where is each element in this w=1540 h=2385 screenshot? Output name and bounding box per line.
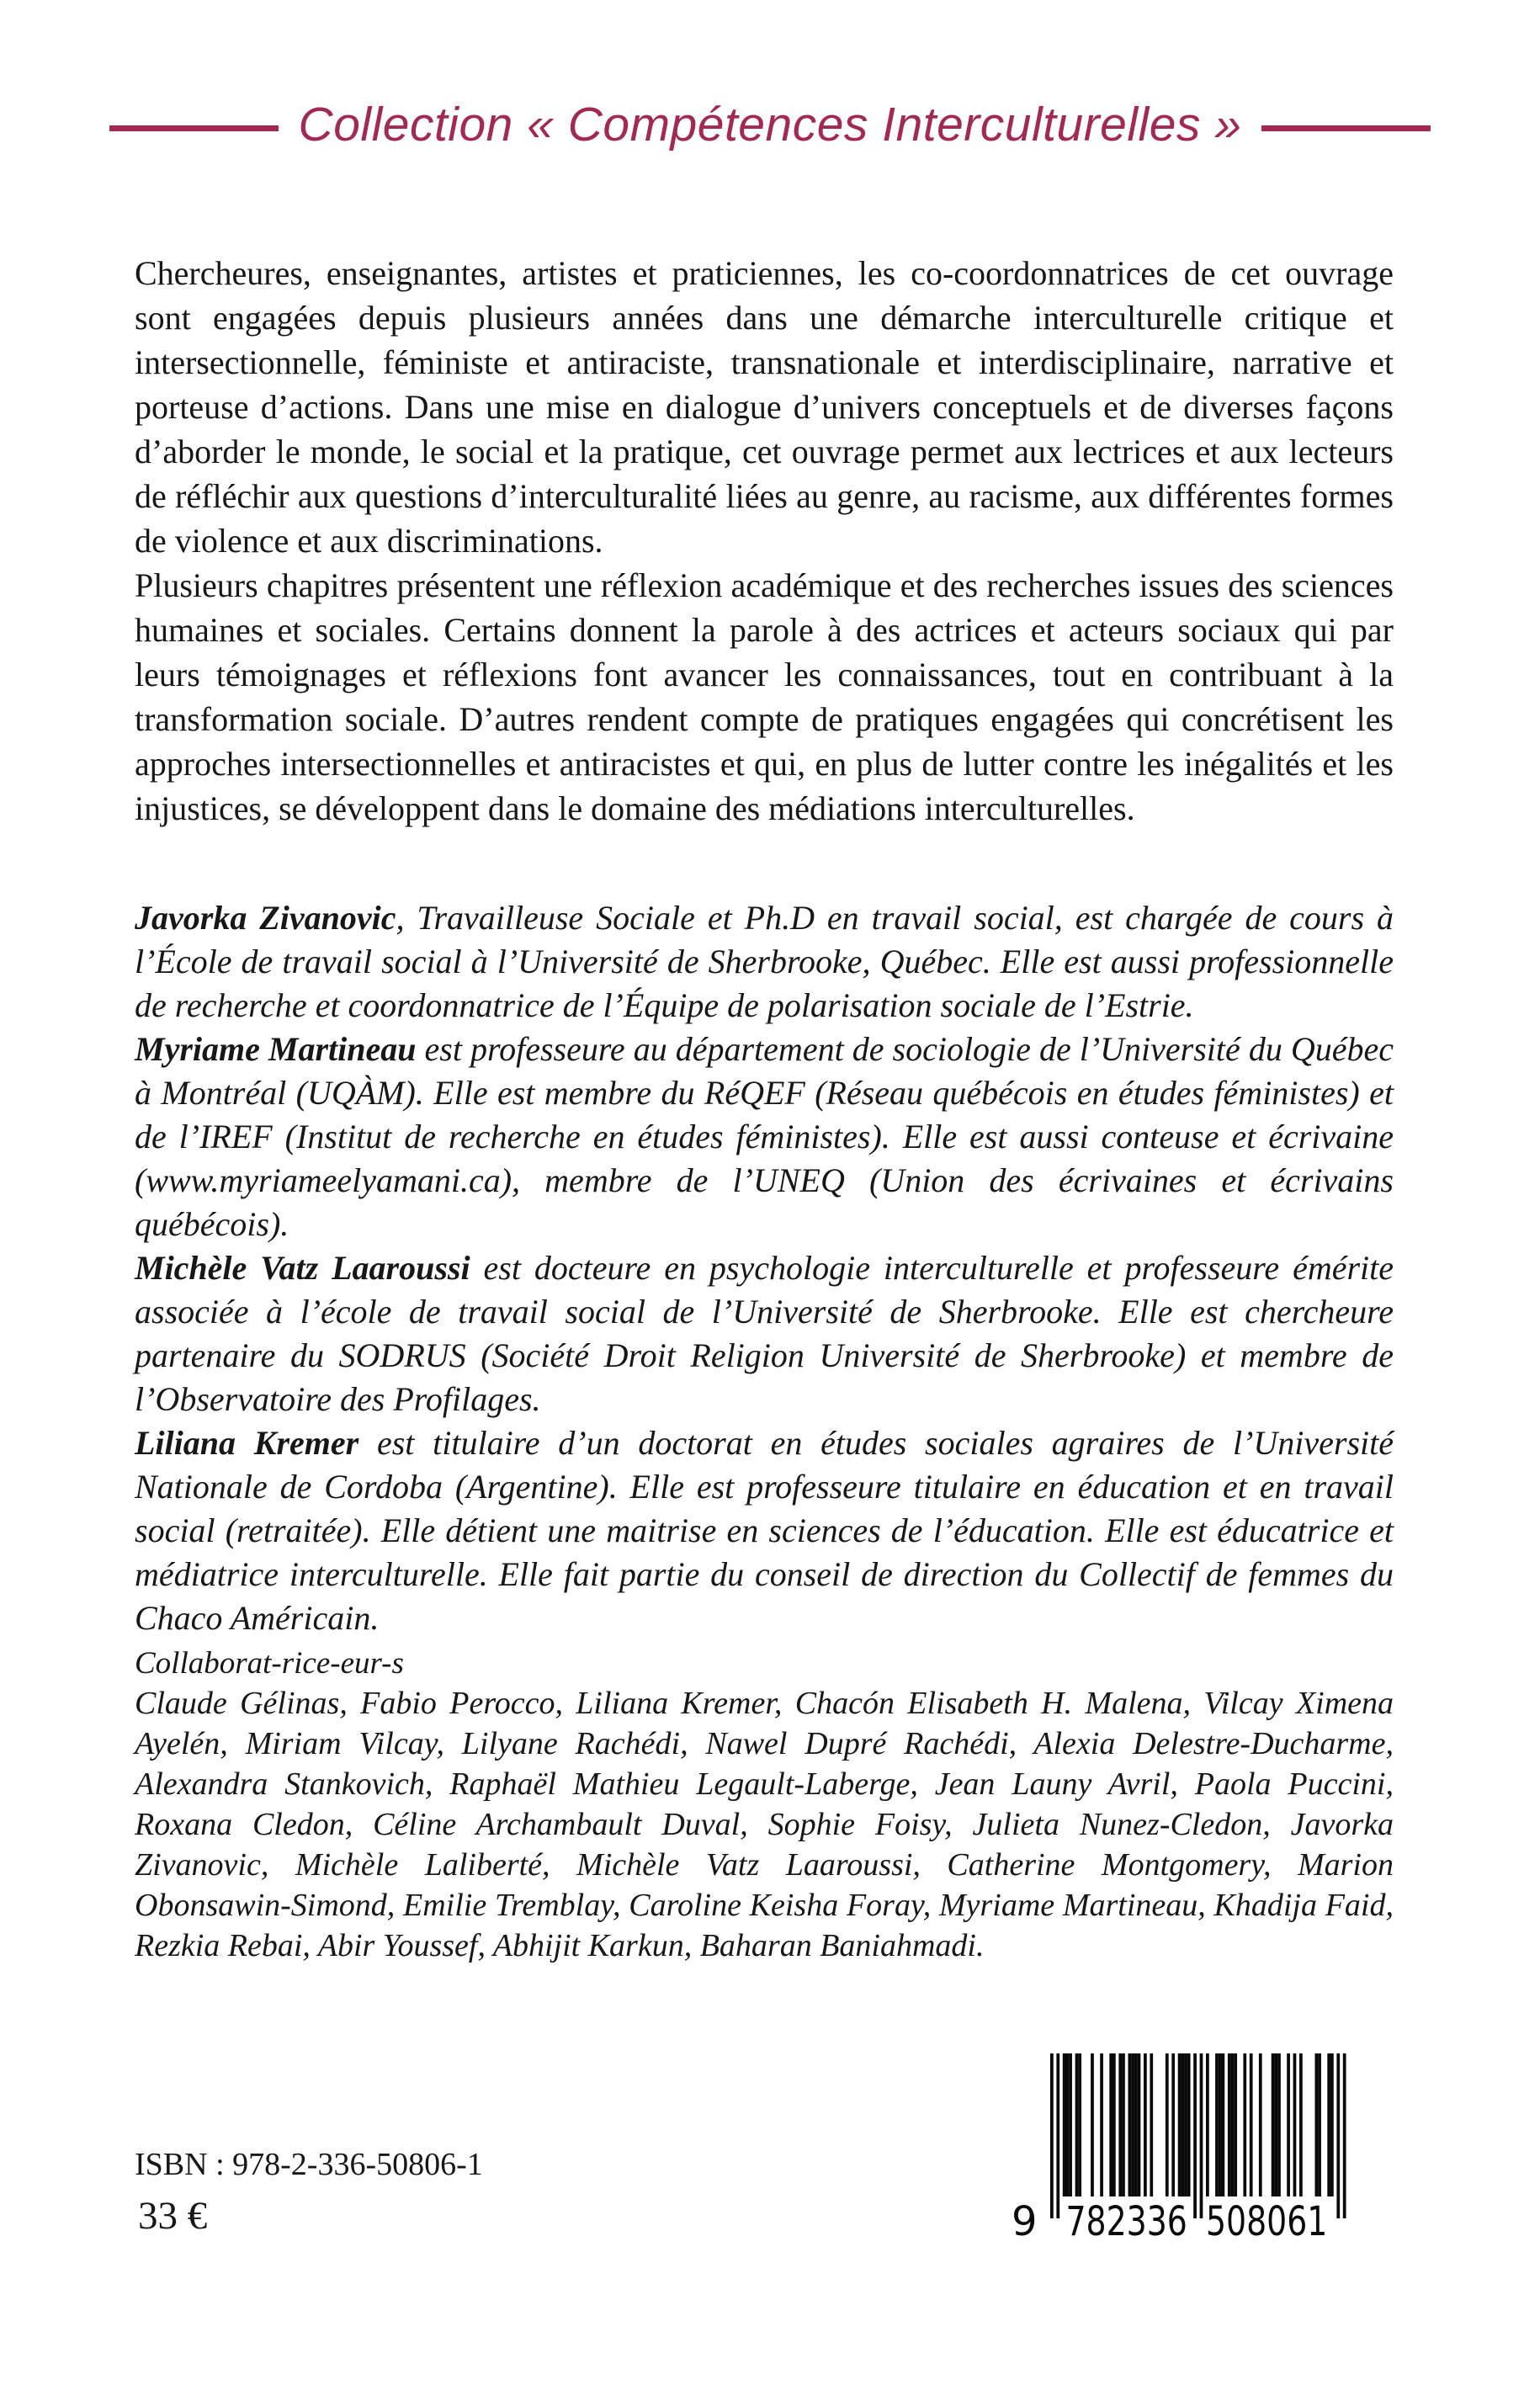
collaborators-names: Claude Gélinas, Fabio Perocco, Liliana Kremer, Chacón Elisabeth H. Malena, Vilcay Ximena Ayelén, Miriam Vilcay, Lilyane Rachédi, Nawel Dupré Rachédi, Alexia Delestre-Ducharme, Alexandra Stankovich, Raphaël Mathieu Legault-Laberge, Jean Launy Avril, Paola Puccini, Roxana Cledon, Céline Archambault Duval, Sophie Foisy, Julieta Nunez-Cledon, Javorka Zivanovic, Michèle Laliberté, Michèle Vatz Laaroussi, Catherine Montgomery, Marion Obonsawin-Simond, Emilie Tremblay, Caroline Keisha Foray, Myriame Martineau, Khadija Faid, Rezkia Rebai, Abir Youssef, Abhijit Karkun, Baharan Baniahmadi. — [135, 1686, 1394, 1963]
synopsis-paragraph-2: Plusieurs chapitres présentent une réflexion académique et des recherches issues des sciences humaines et sociales. Certains donnent la parole à des actrices et acteurs sociaux qui par leurs témoignages et réflexions font avancer les connaissances, tout en contribuant à la transformation sociale. D’autres rendent compte de pratiques engagées qui concrétisent les approches intersectionnelles et antiracistes et qui, en plus de lutter contre les inégalités et les injustices, se développent dans le domaine des médiations interculturelles. — [135, 566, 1394, 827]
author-bios — [135, 896, 1394, 1640]
ean13-svg — [1010, 2053, 1363, 2247]
author-name: Michèle Vatz Laaroussi — [135, 1249, 470, 1287]
svg-text:782336: 782336 — [1065, 2198, 1187, 2245]
svg-text:508061: 508061 — [1206, 2198, 1328, 2245]
isbn: ISBN : 978-2-336-50806-1 — [135, 2147, 483, 2182]
collaborators-heading: Collaborat-rice-eur-s — [135, 1646, 404, 1681]
author-bio-text: , Travailleuse Sociale et Ph.D en travail social, est chargée de cours à l’École de travail social à l’Université de Sherbrooke, Québec. Elle est aussi professionnelle de recherche et coordonnatrice de l’Équipe de polarisation sociale de l’Estrie. — [135, 899, 1394, 1024]
author-bio-text: est titulaire d’un doctorat en études sociales agraires de l’Université Nationale de Cordoba (Argentine). Elle est professeure titulaire en éducation et en travail social (retraitée). Elle détient une maitrise en sciences de l’éducation. Elle est éducatrice et médiatrice interculturelle. Elle fait partie du conseil de direction du Collectif de femmes du Chaco Américain. — [135, 1424, 1394, 1637]
collaborators-section — [135, 1644, 1394, 1966]
back-cover-text — [135, 251, 1394, 1966]
author-name: Javorka Zivanovic — [135, 899, 396, 937]
svg-text:9: 9 — [1012, 2198, 1038, 2245]
price: 33 € — [138, 2194, 208, 2238]
synopsis-paragraph-1: Chercheures, enseignantes, artistes et praticiennes, les co-coordonnatrices de cet ouvrage sont engagées depuis plusieurs années dans une démarche interculturelle critique et intersectionnelle, féministe et antiraciste, transnationale et interdisciplinaire, narrative et porteuse d’actions. Dans une mise en dialogue d’univers conceptuels et de diverses façons d’aborder le monde, le social et la pratique, cet ouvrage permet aux lectrices et aux lecteurs de réfléchir aux questions d’interculturalité liées au genre, au racisme, aux différentes formes de violence et aux discriminations. — [135, 254, 1394, 560]
author-bio-martineau — [135, 1028, 1394, 1246]
author-bio-kremer — [135, 1421, 1394, 1640]
author-name: Liliana Kremer — [135, 1424, 359, 1462]
banner-rule-right — [1261, 125, 1431, 131]
author-bio-text: est professeure au département de sociologie de l’Université du Québec à Montréal (UQÀM). Elle est membre du RéQEF (Réseau québécois en études féministes) et de l’IREF (Institut de recherche en études féministes). Elle est aussi conteuse et écrivaine (www.myriameelyamani.ca), membre de l’UNEQ (Union des écrivaines et écrivains québécois). — [135, 1030, 1394, 1243]
author-bio-vatz-laaroussi — [135, 1246, 1394, 1421]
collection-title: Collection « Compétences Interculturelles » — [298, 98, 1242, 151]
synopsis — [135, 251, 1394, 831]
ean13-barcode — [1010, 2053, 1363, 2251]
author-bio-text: est docteure en psychologie interculturelle et professeure émérite associée à l’école de travail social de l’Université de Sherbrooke. Elle est chercheure partenaire du SODRUS (Société Droit Religion Université de Sherbrooke) et membre de l’Observatoire des Profilages. — [135, 1249, 1394, 1418]
banner-rule-left — [109, 125, 279, 131]
author-name: Myriame Martineau — [135, 1030, 417, 1068]
author-bio-zivanovic — [135, 896, 1394, 1028]
collection-banner — [0, 98, 1540, 151]
